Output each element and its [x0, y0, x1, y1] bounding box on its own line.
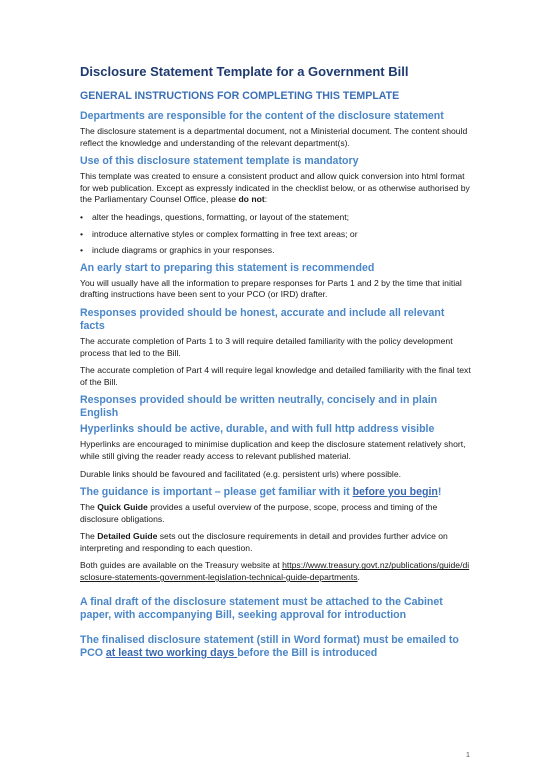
bold-text: Detailed Guide [97, 531, 158, 542]
paragraph: The disclosure statement is a departmental document, not a Ministerial document. The content should reflect the knowledge and understanding of the relevant department(s). [80, 126, 468, 148]
two-working-days-link[interactable]: at least two working days [105, 646, 238, 659]
section-heading-email-pco: The finalised disclosure statement (still in Word format) must be emailed to PCO at least two working days before the Bill is introduced [80, 633, 459, 659]
paragraph: Hyperlinks are encouraged to minimise duplication and keep the disclosure statement relatively short, while still giving the reader ready access to relevant published material. [80, 439, 466, 461]
section-heading-mandatory: Use of this disclosure statement template is mandatory [80, 155, 359, 168]
page-number: 1 [465, 750, 470, 759]
general-instructions-heading: GENERAL INSTRUCTIONS FOR COMPLETING THIS TEMPLATE [80, 90, 400, 102]
section-heading-cabinet-paper: A final draft of the disclosure statement must be attached to the Cabinet paper, with accompanying Bill, seeking approval for introduction [80, 595, 443, 621]
list-item: • introduce alternative styles or complex formatting in free text areas; or [80, 228, 358, 239]
bold-text: Quick Guide [97, 502, 148, 513]
bullet-icon: • [80, 211, 84, 222]
list-item: • alter the headings, questions, formatting, or layout of the statement; [80, 211, 350, 222]
section-heading-plain-english: Responses provided should be written neutrally, concisely and in plain English [80, 394, 438, 420]
bullet-list [80, 212, 472, 257]
before-you-begin-link[interactable]: before you begin [352, 486, 438, 499]
paragraph: The accurate completion of Part 4 will require legal knowledge and detailed familiarity with the final text of the Bill. [80, 365, 471, 387]
paragraph: Both guides are available on the Treasury website at https://www.treasury.govt.nz/publications/guide/disclosure-statements-government-legislation-technical-guide-departments. [80, 560, 470, 583]
paragraph: Durable links should be favoured and facilitated (e.g. persistent urls) where possible. [80, 468, 402, 479]
list-item: • include diagrams or graphics in your responses. [80, 245, 275, 256]
document-page [80, 64, 472, 663]
document-title: Disclosure Statement Template for a Government Bill [80, 64, 409, 79]
section-heading-guidance: The guidance is important – please get familiar with it before you begin! [80, 486, 442, 499]
paragraph: The Quick Guide provides a useful overview of the purpose, scope, process and timing of the disclosure obligations. [80, 502, 438, 524]
paragraph: This template was created to ensure a consistent product and allow quick conversion into html format for web publication. Except as expressly indicated in the checklist below, or as otherwise authorised by the Parliamentary Counsel Office, please do not: [80, 171, 470, 205]
section-heading-honest-responses: Responses provided should be honest, accurate and include all relevant facts [80, 306, 445, 332]
bullet-icon: • [80, 228, 84, 239]
section-heading-early-start: An early start to preparing this statement is recommended [80, 261, 375, 274]
bullet-icon: • [80, 245, 84, 256]
treasury-guide-link[interactable]: https://www.treasury.govt.nz/publications/guide/disclosure-statements-government-legislation-technical-guide-departments [80, 560, 470, 583]
paragraph: The accurate completion of Parts 1 to 3 will require detailed familiarity with the policy development process that led to the Bill. [80, 335, 453, 358]
section-heading-responsibility: Departments are responsible for the content of the disclosure statement [80, 110, 444, 122]
bold-text: do not [238, 194, 265, 205]
section-heading-hyperlinks: Hyperlinks should be active, durable, and with full http address visible [80, 423, 435, 436]
paragraph: The Detailed Guide sets out the disclosure requirements in detail and provides further advice on interpreting and responding to each question. [80, 531, 448, 553]
paragraph: You will usually have all the information to prepare responses for Parts 1 and 2 by the time that initial drafting instructions have been sent to your PCO (or IRD) drafter. [80, 277, 462, 300]
